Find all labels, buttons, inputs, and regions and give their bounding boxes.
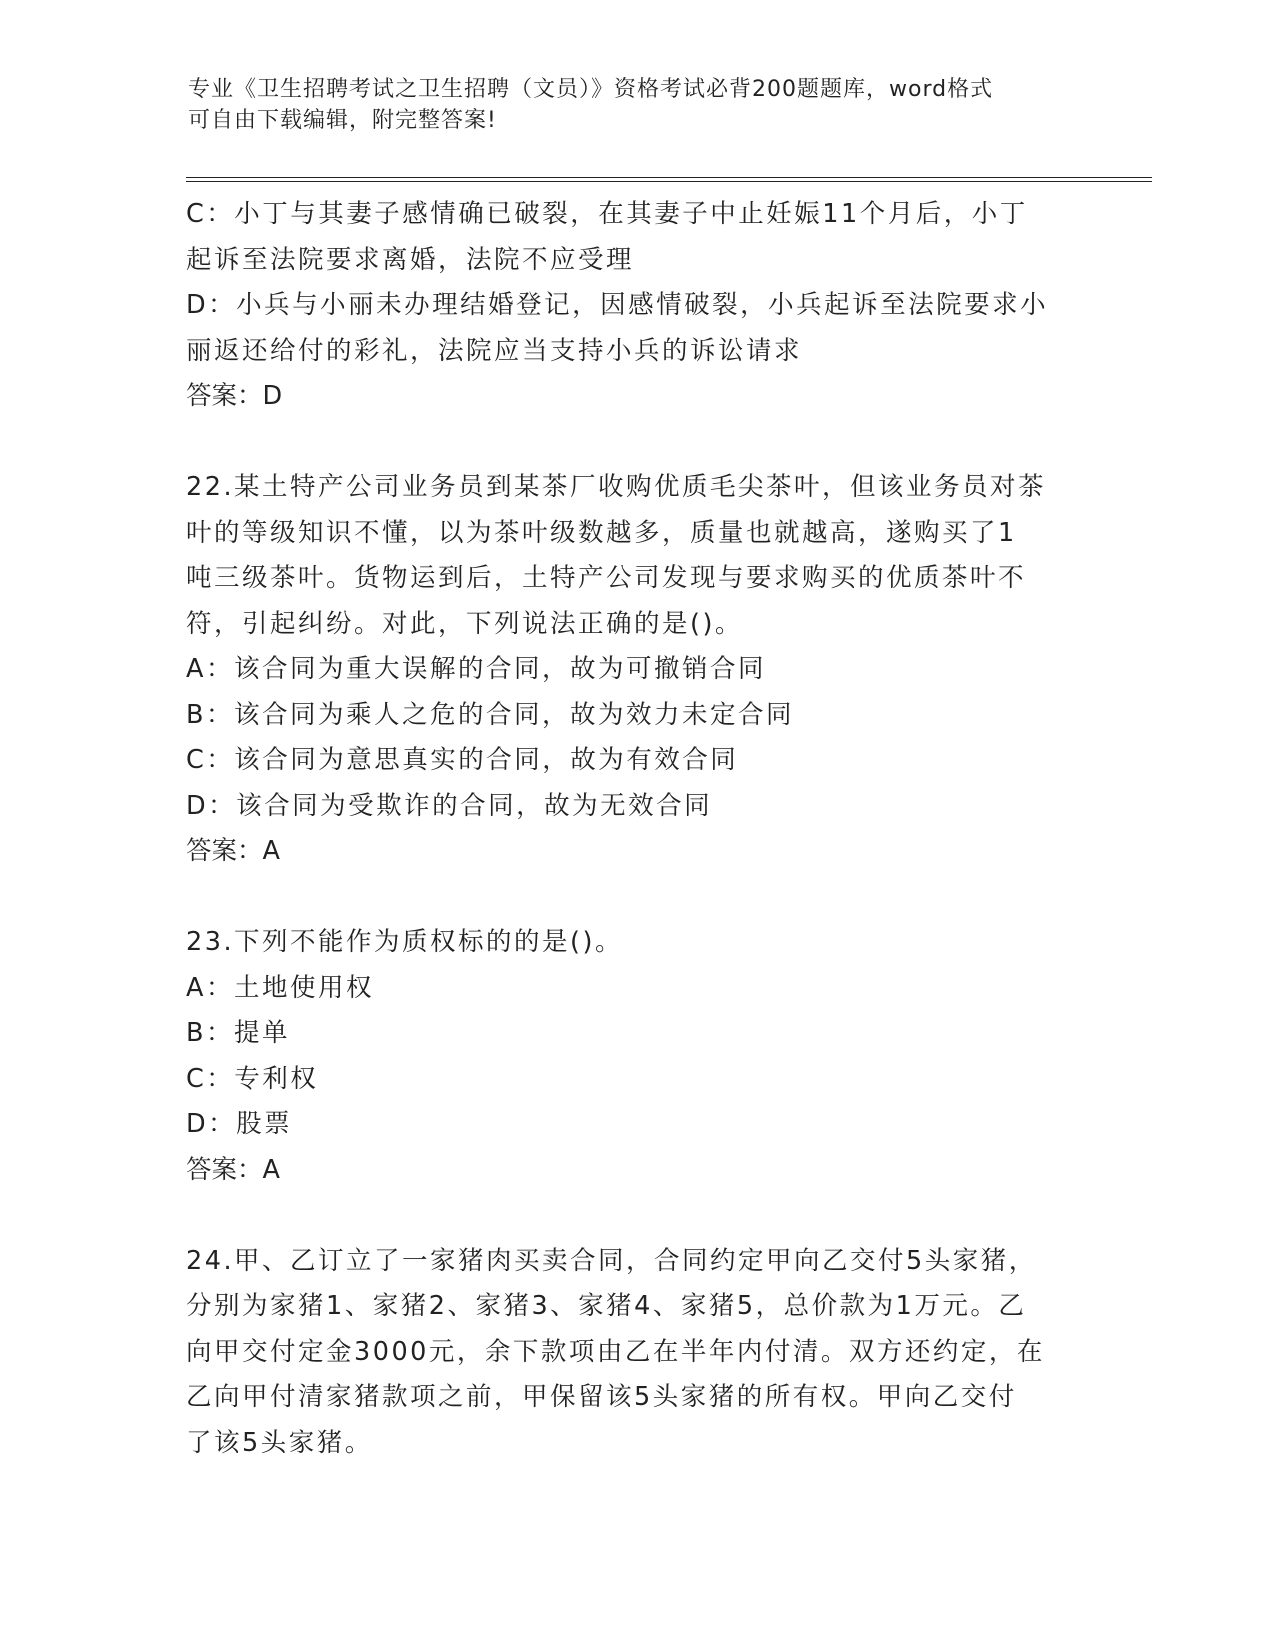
- document-body: [186, 192, 1086, 1466]
- question-22-stem-line-1: 22.某土特产公司业务员到某茶厂收购优质毛尖茶叶，但该业务员对茶: [186, 472, 1047, 502]
- question-24-stem-line-3: 向甲交付定金3000元，余下款项由乙在半年内付清。双方还约定，在: [186, 1336, 1045, 1367]
- question-23: [186, 920, 1086, 1193]
- question-22-option-c: C：该合同为意思真实的合同，故为有效合同: [186, 745, 739, 775]
- question-22-option-b: B：该合同为乘人之危的合同，故为效力未定合同: [186, 699, 794, 730]
- spacer: [186, 1193, 1086, 1239]
- question-21-tail: [186, 192, 1086, 420]
- answer-21: 答案：D: [186, 381, 283, 411]
- question-22-stem-line-3: 吨三级茶叶。货物运到后，土特产公司发现与要求购买的优质茶叶不: [186, 563, 1027, 593]
- question-23-option-d: D：股票: [186, 1109, 293, 1139]
- question-22-option-d: D：该合同为受欺诈的合同，故为无效合同: [186, 790, 713, 821]
- spacer: [186, 875, 1086, 921]
- question-22-stem-line-2: 叶的等级知识不懂，以为茶叶级数越多，质量也就越高，遂购买了1: [186, 517, 1017, 548]
- option-d-line-1: D：小兵与小丽未办理结婚登记，因感情破裂，小兵起诉至法院要求小: [186, 290, 1049, 320]
- option-c-line-2: 起诉至法院要求离婚，法院不应受理: [186, 244, 635, 275]
- option-d-line-2: 丽返还给付的彩礼，法院应当支持小兵的诉讼请求: [186, 335, 803, 366]
- question-23-option-a: A：土地使用权: [186, 972, 374, 1003]
- answer-23: 答案：A: [186, 1154, 280, 1185]
- question-23-option-c: C：专利权: [186, 1063, 319, 1094]
- header-divider: [186, 177, 1152, 182]
- option-c-line-1: C：小丁与其妻子感情确已破裂，在其妻子中止妊娠11个月后，小丁: [186, 199, 1028, 229]
- question-22-option-a: A：该合同为重大误解的合同，故为可撤销合同: [186, 654, 766, 684]
- spacer: [186, 420, 1086, 466]
- question-24: [186, 1239, 1086, 1467]
- question-23-stem: 23.下列不能作为质权标的的是()。: [186, 927, 623, 957]
- document-header: [188, 74, 1068, 136]
- header-title-line-2: 可自由下载编辑，附完整答案!: [188, 108, 497, 133]
- question-24-stem-line-4: 乙向甲付清家猪款项之前，甲保留该5头家猪的所有权。甲向乙交付: [186, 1382, 1017, 1412]
- question-22: [186, 465, 1086, 875]
- question-23-option-b: B：提单: [186, 1018, 290, 1048]
- question-24-stem-line-2: 分别为家猪1、家猪2、家猪3、家猪4、家猪5，总价款为1万元。乙: [186, 1291, 1027, 1321]
- question-22-stem-line-4: 符，引起纠纷。对此，下列说法正确的是()。: [186, 608, 743, 639]
- header-title-line-1: 专业《卫生招聘考试之卫生招聘（文员）》资格考试必背200题题库，word格式: [188, 77, 994, 102]
- answer-22: 答案：A: [186, 836, 280, 866]
- question-24-stem-line-5: 了该5头家猪。: [186, 1427, 373, 1458]
- question-24-stem-line-1: 24.甲、乙订立了一家猪肉买卖合同，合同约定甲向乙交付5头家猪，: [186, 1245, 1037, 1276]
